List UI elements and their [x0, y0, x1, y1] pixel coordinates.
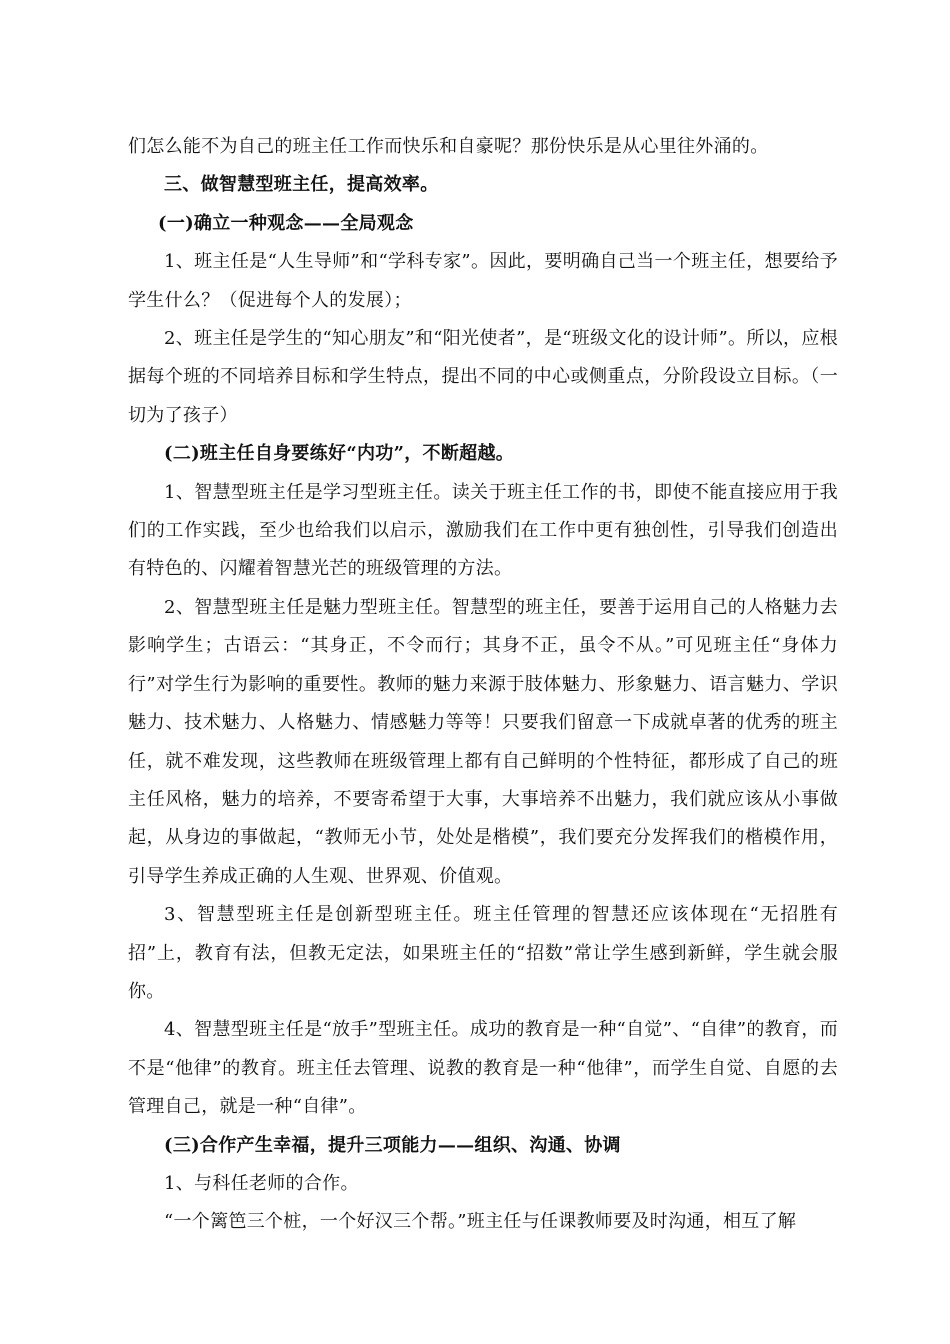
body-paragraph: 1、与科任老师的合作。 [164, 1172, 359, 1194]
body-paragraph: 3、智慧型班主任是创新型班主任。班主任管理的智慧还应该体现在“无招胜有招”上，教育有法，但教无定法，如果班主任的“招数”常让学生感到新鲜，学生就会服你。 [128, 904, 838, 1002]
body-paragraph: “一个篱笆三个桩，一个好汉三个帮。”班主任与任课教师要及时沟通，相互了解 [164, 1211, 797, 1233]
subsection-heading: (三)合作产生幸福，提升三项能力——组织、沟通、协调 [164, 1134, 621, 1156]
body-paragraph: 1、智慧型班主任是学习型班主任。读关于班主任工作的书，即使不能直接应用于我们的工作实践，至少也给我们以启示，激励我们在工作中更有独创性，引导我们创造出有特色的、闪耀着智慧光芒的班级管理的方法。 [128, 481, 838, 580]
document-body [128, 128, 838, 1242]
subsection-heading: (一)确立一种观念——全局观念 [158, 212, 414, 234]
body-paragraph: 们怎么能不为自己的班主任工作而快乐和自豪呢？那份快乐是从心里往外涌的。 [128, 136, 769, 157]
section-heading: 三、做智慧型班主任，提高效率。 [164, 174, 439, 196]
subsection-heading: (二)班主任自身要练好“内功”，不断超越。 [164, 443, 515, 465]
body-paragraph: 2、智慧型班主任是魅力型班主任。智慧型的班主任，要善于运用自己的人格魅力去影响学生；古语云：“其身正，不令而行；其身不正，虽令不从。”可见班主任“身体力行”对学生行为影响的重要性。教师的魅力来源于肢体魅力、形象魅力、语言魅力、学识魅力、技术魅力、人格魅力、情感魅力等等！只要我们留意一下成就卓著的优秀的班主任，就不难发现，这些教师在班级管理上都有自己鲜明的个性特征，都形成了自己的班主任风格，魅力的培养，不要寄希望于大事，大事培养不出魅力，我们就应该从小事做起，从身边的事做起，“教师无小节，处处是楷模”，我们要充分发挥我们的楷模作用，引导学生养成正确的人生观、世界观、价值观。 [128, 596, 838, 887]
body-paragraph: 2、班主任是学生的“知心朋友”和“阳光使者”，是“班级文化的设计师”。所以，应根据每个班的不同培养目标和学生特点，提出不同的中心或侧重点，分阶段设立目标。（一切为了孩子） [128, 328, 838, 426]
body-paragraph: 4、智慧型班主任是“放手”型班主任。成功的教育是一种“自觉”、“自律”的教育，而不是“他律”的教育。班主任去管理、说教的教育是一种“他律”，而学生自觉、自愿的去管理自己，就是一种“自律”。 [128, 1019, 838, 1118]
body-paragraph: 1、班主任是“人生导师”和“学科专家”。因此，要明确自己当一个班主任，想要给予学生什么？（促进每个人的发展）； [128, 251, 838, 311]
